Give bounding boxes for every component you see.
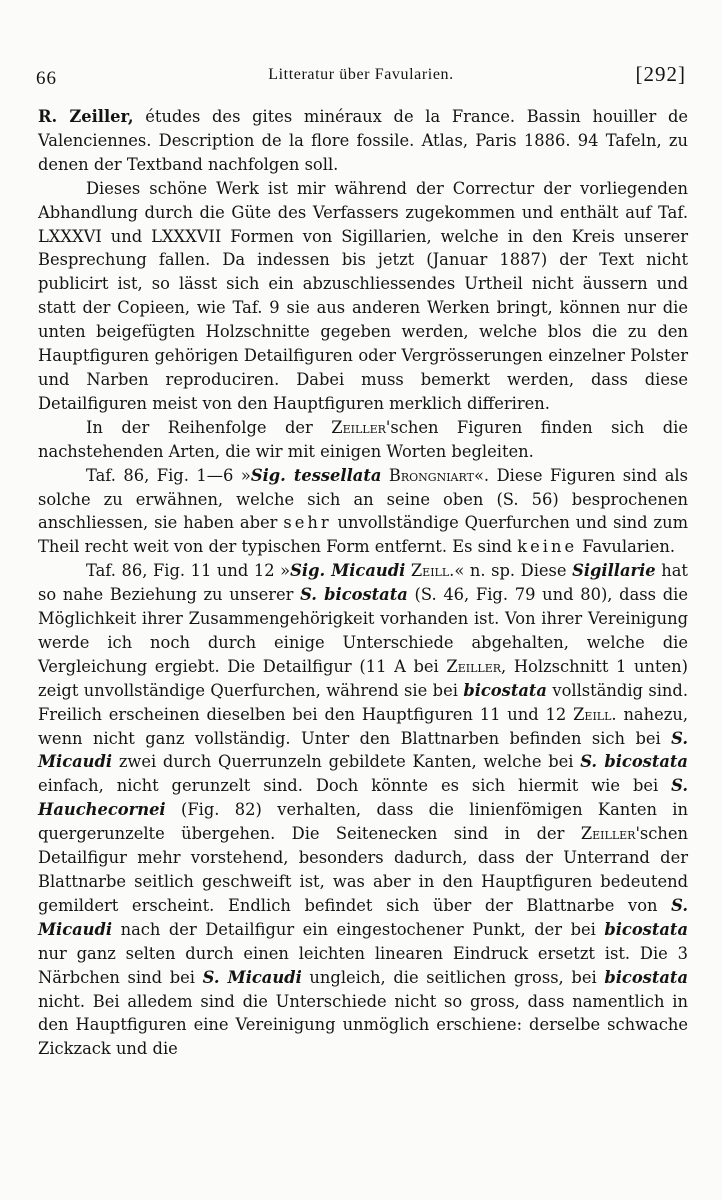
entry-author: R. Zeiller, bbox=[38, 107, 134, 126]
bibliography-entry bbox=[38, 105, 688, 177]
body-text bbox=[38, 105, 688, 1061]
paragraph-intro: Dieses schöne Werk ist mir während der Correctur der vorliegenden Abhandlung durch die Güte des Verfassers zugekommen und enthält auf Taf. LXXXVI und LXXXVII Formen von Sigillarien, welche in den Kreis unserer Besprechung fallen. Da indessen bis jetzt (Januar 1887) der Text nicht publicirt ist, so lässt sich ein abzuschliessendes Urtheil nicht äussern und statt der Copieen, wie Taf. 9 sie aus anderen Werken bringt, können nur die unten beigefügten Holzschnitte gegeben werden, welche blos die zu den Hauptfiguren gehörigen Detailfiguren oder Vergrösserungen einzelner Polster und Narben reproduciren. Dabei muss bemerkt werden, dass diese Detailfiguren meist von den Hauptfiguren merklich differiren. bbox=[38, 178, 688, 413]
species-name: bicostata bbox=[604, 967, 688, 987]
entry-citation: études des gites minéraux de la France. Bassin houiller de Valenciennes. Description de la flore fossile. Atlas, Paris 1886. 94 Tafeln, zu denen der Textband nachfolgen soll. bbox=[38, 107, 688, 174]
page-number: 66 bbox=[36, 68, 57, 89]
author-name: Zeiller bbox=[580, 824, 636, 844]
species-name: bicostata bbox=[463, 680, 547, 700]
species-name: S. Micaudi bbox=[202, 967, 302, 987]
author-name: Brongniart bbox=[388, 465, 474, 485]
species-name: S. Micaudi bbox=[38, 895, 688, 939]
species-name: S. Micaudi bbox=[38, 728, 688, 772]
emphasis: sehr bbox=[283, 513, 332, 533]
paragraph-micaudi: Taf. 86, Fig. 11 und 12 »Sig. Micaudi Zeill.« n. sp. Diese Sigillarie hat so nahe Beziehung zu unserer S. bicostata (S. 46, Fig. 79 und 80), dass die Möglichkeit ihrer Zusammengehörigkeit vorhanden ist. Von ihrer Vereinigung werde ich noch durch einige Unterschiede abgehalten, welche die Vergleichung ergiebt. Die Detailfigur (11 A bei Zeiller, Holzschnitt 1 unten) zeigt unvollständige Querfurchen, während sie bei bicostata vollständig sind. Freilich erscheinen dieselben bei den Hauptfiguren 11 und 12 Zeill. nahezu, wenn nicht ganz vollständig. Unter den Blattnarben befinden sich bei S. Micaudi zwei durch Querrunzeln gebildete Kanten, welche bei S. bicostata einfach, nicht gerunzelt sind. Doch könnte es sich hiermit wie bei S. Hauchecornei (Fig. 82) verhalten, dass die linienfömigen Kanten in quergerunzelte übergehen. Die Seitenecken sind in der Zeiller'schen Detailfigur mehr vorstehend, besonders dadurch, dass der Unterrand der Blattnarbe seitlich geschweift ist, was aber in den Hauptfiguren bedeutend gemildert erscheint. Endlich befindet sich über der Blattnarbe von S. Micaudi nach der Detailfigur ein eingestochener Punkt, der bei bicostata nur ganz selten durch einen leichten linearen Eindruck ersetzt ist. Die 3 Närbchen sind bei S. Micaudi ungleich, die seitlichen gross, bei bicostata nicht. Bei alledem sind die Unterschiede nicht so gross, dass namentlich in den Hauptfiguren eine Vereinigung unmöglich erschiene: derselbe schwache Zickzack und die bbox=[38, 561, 689, 1059]
author-name: Zeill. bbox=[410, 561, 455, 581]
species-name: S. Hauchecornei bbox=[38, 776, 688, 820]
author-name: Zeill. bbox=[573, 704, 617, 724]
author-name: Zeiller bbox=[331, 417, 386, 437]
species-name: S. bicostata bbox=[580, 752, 688, 772]
species-name: S. bicostata bbox=[300, 585, 408, 605]
paragraph-order: In der Reihenfolge der Zeiller'schen Figuren finden sich die nachstehenden Arten, die wir mit einigen Worten begleiten. bbox=[38, 417, 688, 461]
author-name: Zeiller bbox=[446, 656, 502, 676]
species-name: Sig. Micaudi bbox=[290, 561, 406, 581]
species-name: Sigillarie bbox=[572, 561, 656, 581]
species-name: bicostata bbox=[604, 919, 688, 939]
species-name: Sig. tessellata bbox=[250, 465, 382, 485]
page-header bbox=[36, 62, 686, 90]
paragraph-tessellata: Taf. 86, Fig. 1—6 »Sig. tessellata Brongniart«. Diese Figuren sind als solche zu erwähnen, welche sich an seine oben (S. 56) besprochenen anschliessen, sie haben aber sehr unvollständige Querfurchen und sind zum Theil recht weit von der typischen Form entfernt. Es sind keine Favularien. bbox=[38, 465, 689, 557]
bracket-page-number: [292] bbox=[635, 62, 686, 86]
running-title: Litteratur über Favularien. bbox=[268, 66, 454, 83]
emphasis: keine bbox=[517, 537, 578, 557]
